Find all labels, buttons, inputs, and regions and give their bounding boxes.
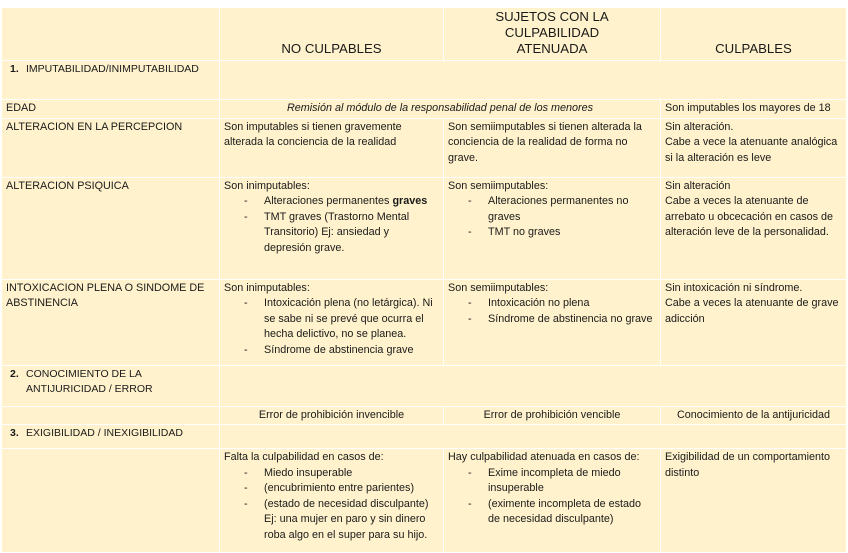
edad-merged-cell: Remisión al módulo de la responsabilidad penal de los menores bbox=[220, 100, 661, 119]
section-title: IMPUTABILIDAD/INIMPUTABILIDAD bbox=[26, 63, 199, 75]
list-item: - (encubrimiento entre parientes) bbox=[224, 481, 439, 497]
row-label-empty bbox=[2, 449, 220, 553]
psiquica-no-culpables-cell bbox=[220, 177, 444, 279]
header-corner bbox=[2, 8, 220, 61]
row-label: INTOXICACION PLENA O SINDOME DE ABSTINENCIA bbox=[2, 279, 220, 365]
culpabilidad-table bbox=[1, 7, 847, 553]
table-row-intoxicacion bbox=[2, 279, 847, 365]
section-imputabilidad bbox=[2, 61, 220, 100]
percepcion-no-culpables-cell: Son imputables si tienen gravemente alterada la conciencia de la realidad bbox=[220, 118, 444, 177]
cell-line: Sin intoxicación ni síndrome. bbox=[665, 281, 803, 294]
list-item: - TMT graves (Trastorno Mental Transitorio) Ej: ansiedad y depresión grave. bbox=[224, 210, 439, 257]
list-item: - Síndrome de abstinencia grave bbox=[224, 343, 439, 359]
list-item: - Intoxicación no plena bbox=[448, 296, 656, 312]
table-row-percepcion bbox=[2, 118, 847, 177]
percepcion-atenuada-cell: Son semiimputables si tienen alterada la conciencia de la realidad de forma no grave. bbox=[444, 118, 661, 177]
intoxicacion-culpables-cell bbox=[661, 279, 847, 365]
list-item: - (eximente incompleta de estado de necesidad disculpante) bbox=[448, 497, 656, 528]
section-exigibilidad bbox=[2, 425, 220, 449]
header-culpables bbox=[661, 8, 847, 61]
header-atenuada-line1: SUJETOS CON LA CULPABILIDAD bbox=[495, 9, 609, 40]
dash-list bbox=[224, 194, 439, 256]
row-label: EDAD bbox=[2, 100, 220, 119]
dash-list bbox=[224, 466, 439, 513]
dash-list bbox=[448, 466, 656, 528]
intoxicacion-no-culpables-cell bbox=[220, 279, 444, 365]
header-culpabilidad-atenuada bbox=[444, 8, 661, 61]
section-row bbox=[2, 61, 847, 100]
list-item-bold: graves bbox=[392, 195, 428, 207]
dash-list bbox=[224, 296, 439, 358]
table-row-psiquica bbox=[2, 177, 847, 279]
list-item: - Intoxicación plena (no letárgica). Ni se sabe ni se prevé que ocurra el hecha delictivo, no se planea. bbox=[224, 296, 439, 343]
section-spacer bbox=[220, 365, 847, 406]
header-row bbox=[2, 8, 847, 61]
example-note: Ej: una mujer en paro y sin dinero roba algo en el super para su hijo. bbox=[264, 513, 428, 541]
list-item-text: Alteraciones permanentes bbox=[264, 195, 393, 207]
cell-intro: Hay culpabilidad atenuada en casos de: bbox=[448, 451, 640, 463]
header-culpables-text: CULPABLES bbox=[715, 41, 792, 56]
cell-intro: Falta la culpabilidad en casos de: bbox=[224, 451, 384, 463]
list-item: - (estado de necesidad disculpante) bbox=[224, 497, 439, 513]
table-row-edad bbox=[2, 100, 847, 119]
row-label: ALTERACION EN LA PERCEPCION bbox=[2, 118, 220, 177]
percepcion-culpables-cell bbox=[661, 118, 847, 177]
section-title-line1: CONOCIMIENTO DE LA bbox=[26, 367, 142, 380]
exigibilidad-no-culpables-cell bbox=[220, 449, 444, 553]
psiquica-culpables-cell bbox=[661, 177, 847, 279]
section-title: EXIGIBILIDAD / INEXIGIBILIDAD bbox=[26, 427, 183, 439]
error-atenuada-cell: Error de prohibición vencible bbox=[444, 406, 661, 425]
error-no-culpables-cell: Error de prohibición invencible bbox=[220, 406, 444, 425]
section-row bbox=[2, 365, 847, 406]
psiquica-atenuada-cell bbox=[444, 177, 661, 279]
cell-line: Sin alteración bbox=[665, 179, 731, 192]
exigibilidad-culpables-cell: Exigibilidad de un comportamiento distinto bbox=[661, 449, 847, 553]
error-culpables-cell: Conocimiento de la antijuricidad bbox=[661, 406, 847, 425]
dash-list bbox=[448, 194, 656, 241]
cell-line: Cabe a veces la atenuante de arrebato u obcecación en casos de alteración leve de la personalidad. bbox=[665, 195, 834, 238]
cell-intro: Son semiimputables: bbox=[448, 281, 549, 294]
cell-intro: Son inimputables: bbox=[224, 281, 310, 294]
header-no-culpables bbox=[220, 8, 444, 61]
section-conocimiento bbox=[2, 365, 220, 406]
edad-culpables-cell: Son imputables los mayores de 18 bbox=[661, 100, 847, 119]
list-item: - TMT no graves bbox=[448, 225, 656, 241]
section-number: 1. bbox=[10, 63, 19, 75]
list-item: - Alteraciones permanentes no graves bbox=[448, 194, 656, 225]
list-item: - Exime incompleta de miedo insuperable bbox=[448, 466, 656, 497]
cell-intro: Son inimputables: bbox=[224, 179, 310, 192]
header-atenuada-line2: ATENUADA bbox=[516, 41, 588, 56]
section-number: 3. bbox=[10, 427, 19, 439]
section-title-line2: ANTIJURICIDAD / ERROR bbox=[26, 383, 153, 395]
exigibilidad-atenuada-cell bbox=[444, 449, 661, 553]
table-row-exigibilidad bbox=[2, 449, 847, 553]
header-no-culpables-text: NO CULPABLES bbox=[281, 41, 382, 56]
cell-line: Sin alteración. bbox=[665, 120, 734, 133]
section-title bbox=[26, 367, 215, 398]
cell-line: Cabe a vece la atenuante analógica si la alteración es leve bbox=[665, 136, 838, 164]
section-spacer bbox=[220, 425, 847, 449]
row-label: ALTERACION PSIQUICA bbox=[2, 177, 220, 279]
row-label-empty bbox=[2, 406, 220, 425]
section-spacer bbox=[220, 61, 847, 100]
cell-intro: Son semiimputables: bbox=[448, 179, 549, 192]
cell-line: Cabe a veces la atenuante de grave adicción bbox=[665, 297, 839, 325]
table-row-error bbox=[2, 406, 847, 425]
list-item: - Miedo insuperable bbox=[224, 466, 439, 482]
list-item bbox=[224, 194, 439, 210]
intoxicacion-atenuada-cell bbox=[444, 279, 661, 365]
section-number: 2. bbox=[10, 367, 19, 380]
list-item: - Síndrome de abstinencia no grave bbox=[448, 312, 656, 328]
dash-list bbox=[448, 296, 656, 327]
section-row bbox=[2, 425, 847, 449]
